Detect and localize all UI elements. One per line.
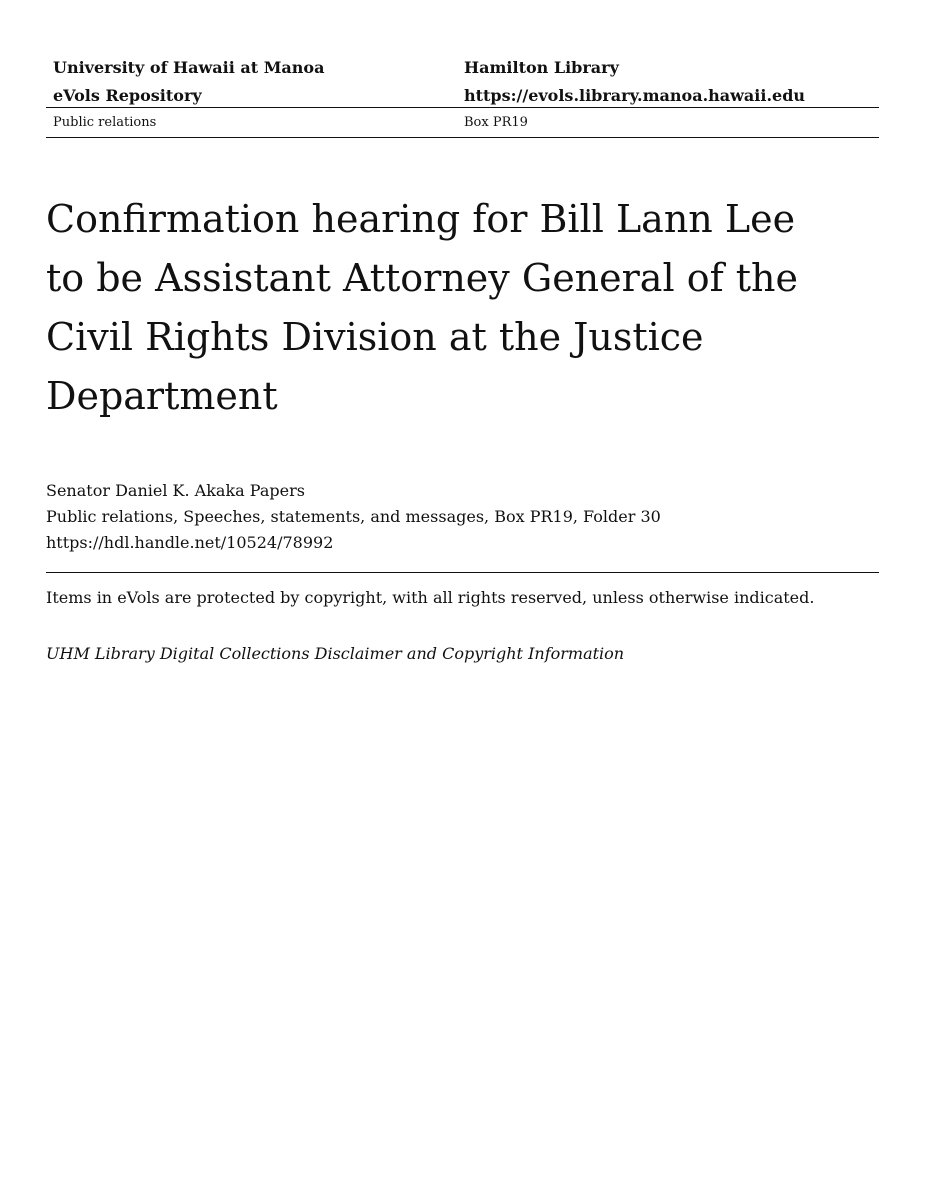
handle-link[interactable]: https://hdl.handle.net/10524/78992 <box>46 533 334 552</box>
document-title: Confirmation hearing for Bill Lann Lee to be Assistant Attorney General of the Civil Rights Division at the Justice Department <box>46 197 798 418</box>
header-table <box>46 52 879 138</box>
rights-statement: Items in eVols are protected by copyright, with all rights reserved, unless otherwise indicated. <box>46 588 815 607</box>
disclaimer-link[interactable]: UHM Library Digital Collections Disclaimer and Copyright Information <box>46 644 625 663</box>
document-metadata <box>46 478 879 556</box>
series-name: Public relations <box>53 115 157 130</box>
repository-name: eVols Repository <box>53 86 202 105</box>
divider <box>46 572 879 573</box>
header-row-series <box>46 108 879 138</box>
header-row-repository <box>46 80 879 108</box>
institution-name: University of Hawaii at Manoa <box>53 58 325 77</box>
library-name: Hamilton Library <box>464 58 619 77</box>
collection-name: Senator Daniel K. Akaka Papers <box>46 481 305 500</box>
box-number: Box PR19 <box>464 115 528 130</box>
repository-url[interactable]: https://evols.library.manoa.hawaii.edu <box>464 86 806 105</box>
document-location: Public relations, Speeches, statements, and messages, Box PR19, Folder 30 <box>46 507 661 526</box>
header-row-institution <box>46 52 879 80</box>
